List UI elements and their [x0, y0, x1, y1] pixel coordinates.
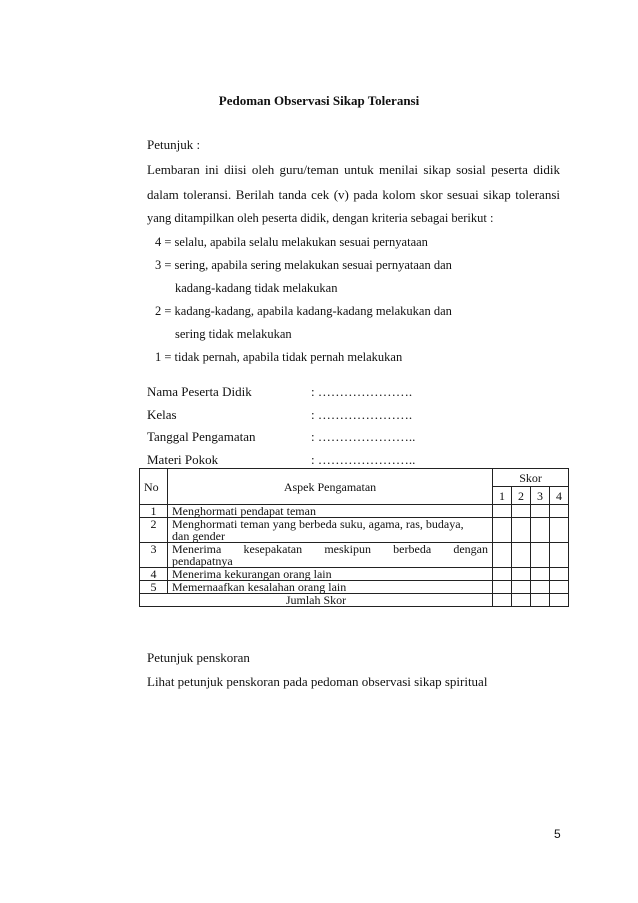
score-cell[interactable]: [531, 568, 550, 581]
row-no: 1: [140, 505, 168, 518]
score-cell[interactable]: [512, 518, 531, 543]
scoring-label: Petunjuk penskoran: [147, 650, 250, 665]
score-cell[interactable]: [550, 543, 569, 568]
criteria-2: 2 = kadang-kadang, apabila kadang-kadang melakukan dan: [155, 304, 452, 318]
header-skor: Skor: [493, 469, 569, 487]
score-cell[interactable]: [512, 543, 531, 568]
row-aspek: [168, 543, 493, 568]
table-row: [140, 543, 569, 568]
header-score-4: 4: [550, 487, 569, 505]
criteria-1: 1 = tidak pernah, apabila tidak pernah melakukan: [155, 350, 403, 364]
table-row: [140, 518, 569, 543]
row-no: 3: [140, 543, 168, 568]
table-row: [140, 568, 569, 581]
score-cell[interactable]: [550, 505, 569, 518]
meta-label-materi: Materi Pokok: [147, 452, 219, 467]
score-cell[interactable]: [493, 581, 512, 594]
header-aspek: Aspek Pengamatan: [168, 469, 493, 505]
row-aspek-line-2: dan gender: [172, 529, 225, 543]
header-score-3: 3: [531, 487, 550, 505]
instruction-line-1: Lembaran ini diisi oleh guru/teman untuk menilai sikap sosial peserta didik: [147, 162, 560, 177]
row-aspek: Menghormati pendapat teman: [168, 505, 493, 518]
criteria-2-continued: sering tidak melakukan: [175, 327, 292, 341]
score-cell[interactable]: [531, 581, 550, 594]
row-aspek-line-1: Menerima kesepakatan meskipun berbeda dengan: [172, 542, 488, 556]
observation-table: [139, 468, 569, 607]
score-cell[interactable]: [550, 518, 569, 543]
score-cell[interactable]: [493, 518, 512, 543]
meta-label-nama: Nama Peserta Didik: [147, 384, 252, 399]
score-cell[interactable]: [493, 543, 512, 568]
meta-value-kelas: : ………………….: [311, 407, 413, 422]
meta-value-tanggal: : …………………..: [311, 429, 416, 444]
meta-value-nama: : ………………….: [311, 384, 413, 399]
score-cell[interactable]: [512, 505, 531, 518]
header-no: No: [140, 469, 168, 505]
total-cell[interactable]: [531, 594, 550, 607]
total-cell[interactable]: [550, 594, 569, 607]
score-cell[interactable]: [550, 568, 569, 581]
table-row: [140, 505, 569, 518]
score-cell[interactable]: [550, 581, 569, 594]
score-cell[interactable]: [531, 518, 550, 543]
score-cell[interactable]: [493, 505, 512, 518]
score-cell[interactable]: [531, 505, 550, 518]
meta-value-materi: : …………………..: [311, 452, 416, 467]
header-score-2: 2: [512, 487, 531, 505]
total-label: Jumlah Skor: [140, 594, 493, 607]
meta-label-kelas: Kelas: [147, 407, 177, 422]
score-cell[interactable]: [531, 543, 550, 568]
score-cell[interactable]: [512, 568, 531, 581]
row-aspek: [168, 518, 493, 543]
total-row: [140, 594, 569, 607]
criteria-3: 3 = sering, apabila sering melakukan sesuai pernyataan dan: [155, 258, 452, 272]
meta-label-tanggal: Tanggal Pengamatan: [147, 429, 256, 444]
instruction-line-2: dalam toleransi. Berilah tanda cek (v) pada kolom skor sesuai sikap toleransi: [147, 187, 560, 202]
total-cell[interactable]: [512, 594, 531, 607]
instruction-line-3: yang ditampilkan oleh peserta didik, dengan kriteria sebagai berikut :: [147, 211, 494, 225]
score-cell[interactable]: [512, 581, 531, 594]
instructions-label: Petunjuk :: [147, 137, 201, 152]
row-aspek-line-1: Menghormati teman yang berbeda suku, agama, ras, budaya,: [172, 517, 464, 531]
row-no: 5: [140, 581, 168, 594]
criteria-4: 4 = selalu, apabila selalu melakukan sesuai pernyataan: [155, 235, 428, 249]
row-aspek: Memernaafkan kesalahan orang lain: [168, 581, 493, 594]
header-score-1: 1: [493, 487, 512, 505]
table-row: [140, 581, 569, 594]
page-title: Pedoman Observasi Sikap Toleransi: [218, 93, 420, 108]
row-no: 2: [140, 518, 168, 543]
total-cell[interactable]: [493, 594, 512, 607]
page-number: 5: [554, 827, 561, 841]
row-aspek: Menerima kekurangan orang lain: [168, 568, 493, 581]
score-cell[interactable]: [493, 568, 512, 581]
scoring-text: Lihat petunjuk penskoran pada pedoman observasi sikap spiritual: [147, 674, 488, 689]
row-aspek-line-2: pendapatnya: [172, 554, 233, 568]
criteria-3-continued: kadang-kadang tidak melakukan: [175, 281, 338, 295]
row-no: 4: [140, 568, 168, 581]
